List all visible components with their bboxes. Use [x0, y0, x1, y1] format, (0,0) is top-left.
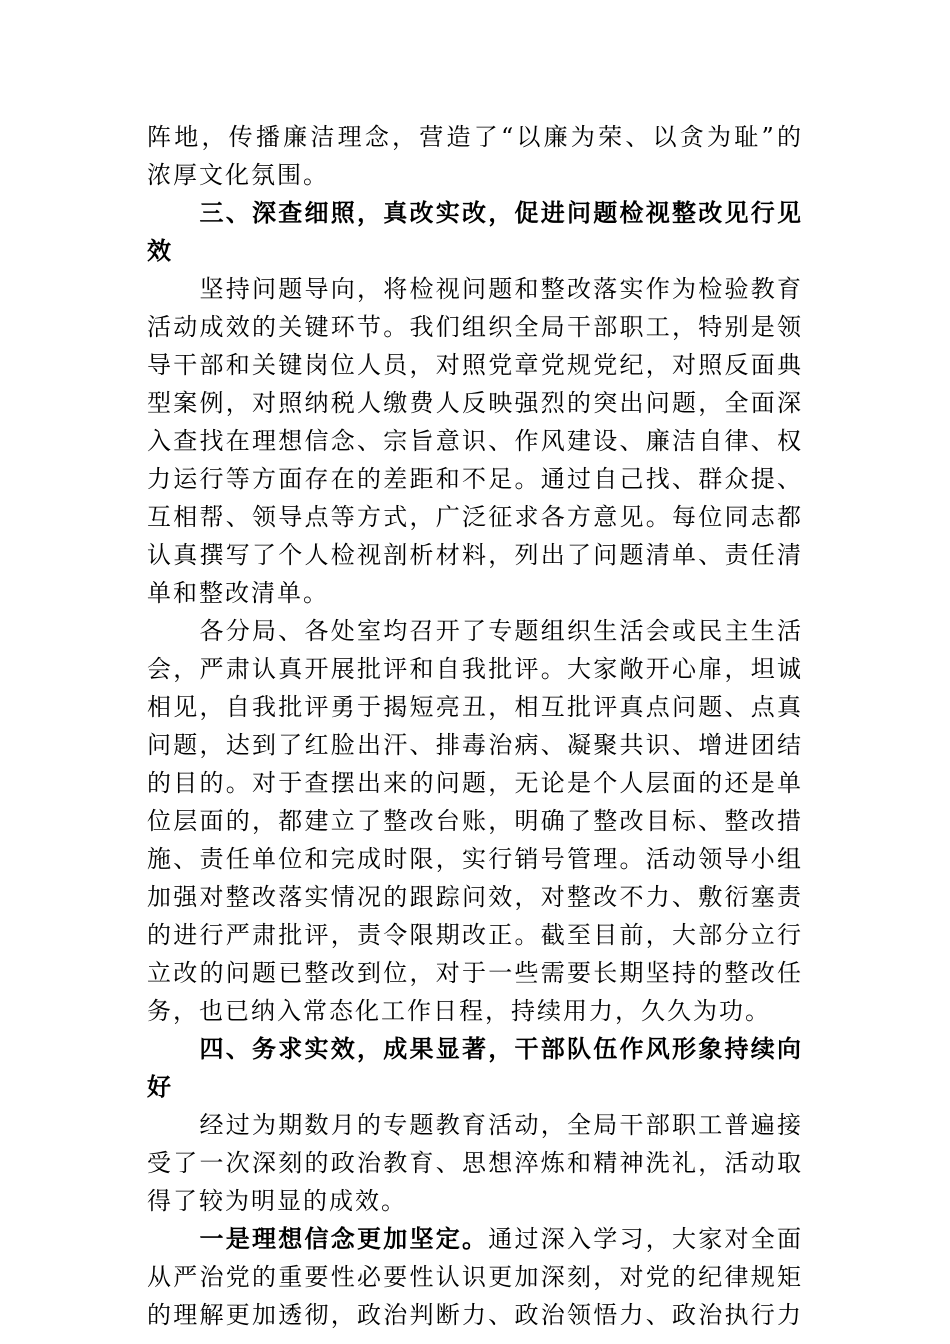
- text-line: 立改的问题已整改到位，对于一些需要长期坚持的整改任: [147, 959, 803, 987]
- text-line: 务，也已纳入常态化工作日程，持续用力，久久为功。: [147, 997, 771, 1025]
- text-line: 单和整改清单。: [147, 579, 329, 607]
- section-three-paragraph-one: [147, 270, 803, 612]
- section-three-paragraph-two: [147, 612, 803, 1030]
- text-line: 加强对整改落实情况的跟踪问效，对整改不力、敷衍塞责: [147, 883, 803, 911]
- point-text: 通过深入学习，大家对全面: [488, 1225, 803, 1253]
- text-line: 导干部和关键岗位人员，对照党章党规党纪，对照反面典: [147, 351, 803, 379]
- text-line: 得了较为明显的成效。: [147, 1187, 407, 1215]
- text-line: 认真撰写了个人检视剖析材料，列出了问题清单、责任清: [147, 541, 803, 569]
- text-line: 互相帮、领导点等方式，广泛征求各方意见。每位同志都: [147, 503, 803, 531]
- text-line: 型案例，对照纳税人缴费人反映强烈的突出问题，全面深: [147, 389, 803, 417]
- heading-line: 三、深查细照，真改实改，促进问题检视整改见行见: [199, 198, 803, 227]
- document-page: [147, 118, 803, 1334]
- text-line: 从严治党的重要性必要性认识更加深刻，对党的纪律规矩: [147, 1263, 803, 1291]
- text-line: 会，严肃认真开展批评和自我批评。大家敞开心扉，坦诚: [147, 655, 803, 683]
- text-line: [147, 1220, 803, 1258]
- heading-line: 四、务求实效，成果显著，干部队伍作风形象持续向: [199, 1034, 803, 1063]
- text-line: 入查找在理想信念、宗旨意识、作风建设、廉洁自律、权: [147, 427, 803, 455]
- text-line: 相见，自我批评勇于揭短亮丑，相互批评真点问题、点真: [147, 693, 803, 721]
- heading-line: 好: [147, 1072, 173, 1101]
- text-line: 浓厚文化氛围。: [147, 161, 329, 189]
- text-line: 活动成效的关键环节。我们组织全局干部职工，特别是领: [147, 313, 803, 341]
- point-lead: 一是理想信念更加坚定。: [199, 1224, 489, 1253]
- text-line: 坚持问题导向，将检视问题和整改落实作为检验教育: [199, 275, 803, 303]
- text-line: 各分局、各处室均召开了专题组织生活会或民主生活: [199, 617, 803, 645]
- text-line: 的理解更加透彻，政治判断力、政治领悟力、政治执行力: [147, 1301, 803, 1329]
- text-line: 经过为期数月的专题教育活动，全局干部职工普遍接: [199, 1111, 803, 1139]
- section-four-point-one: [147, 1220, 803, 1334]
- text-line: 的进行严肃批评，责令限期改正。截至目前，大部分立行: [147, 921, 803, 949]
- section-three-heading: [147, 194, 803, 270]
- section-four-paragraph-one: [147, 1106, 803, 1220]
- section-four-heading: [147, 1030, 803, 1106]
- text-line: 施、责任单位和完成时限，实行销号管理。活动领导小组: [147, 845, 803, 873]
- text-line: 受了一次深刻的政治教育、思想淬炼和精神洗礼，活动取: [147, 1149, 803, 1177]
- text-line: 阵地，传播廉洁理念，营造了“以廉为荣、以贪为耻”的: [147, 123, 803, 151]
- text-line: 问题，达到了红脸出汗、排毒治病、凝聚共识、增进团结: [147, 731, 803, 759]
- heading-line: 效: [147, 236, 173, 265]
- text-line: 力运行等方面存在的差距和不足。通过自己找、群众提、: [147, 465, 803, 493]
- text-line: 位层面的，都建立了整改台账，明确了整改目标、整改措: [147, 807, 803, 835]
- intro-continuation-paragraph: [147, 118, 803, 194]
- text-line: 的目的。对于查摆出来的问题，无论是个人层面的还是单: [147, 769, 803, 797]
